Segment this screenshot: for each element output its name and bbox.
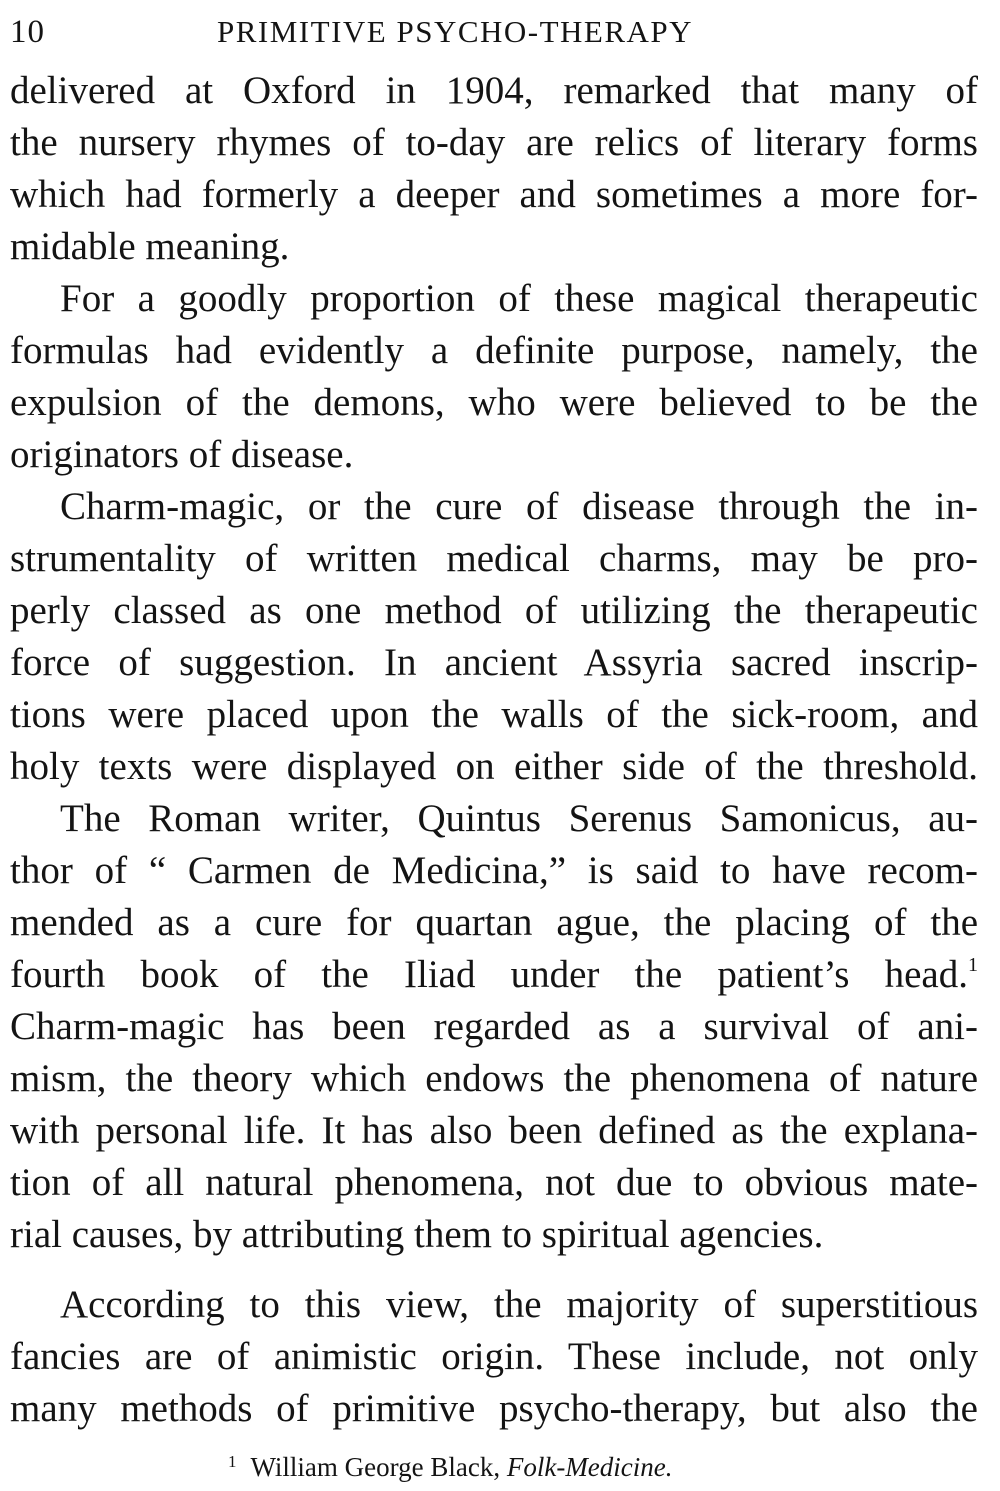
footnote-reference: 1 <box>968 954 978 976</box>
text-line-with-footnote <box>10 949 978 1001</box>
text-line: with personal life. It has also been defined as the explana- <box>10 1109 978 1152</box>
text-line: strumentality of written medical charms, may be pro- <box>10 537 978 580</box>
text-line: The Roman writer, Quintus Serenus Samonicus, au- <box>60 797 978 840</box>
text-line: Charm-magic has been regarded as a survival of ani- <box>10 1005 978 1048</box>
text-line: thor of “ Carmen de Medicina,” is said to have recom- <box>10 849 978 892</box>
text-line: According to this view, the majority of superstitious <box>60 1283 978 1326</box>
text-line: expulsion of the demons, who were believed to be the <box>10 381 978 424</box>
footnote <box>228 1444 673 1480</box>
text-line: delivered at Oxford in 1904, remarked that many of <box>10 69 978 112</box>
text-line: tion of all natural phenomena, not due to obvious mate- <box>10 1161 978 1204</box>
text-line: force of suggestion. In ancient Assyria sacred inscrip- <box>10 641 978 684</box>
text-line: mended as a cure for quartan ague, the placing of the <box>10 901 978 944</box>
text-line: formulas had evidently a definite purpose, namely, the <box>10 329 978 372</box>
text-line-content: fourth book of the Iliad under the patient’s head. <box>10 953 968 996</box>
text-line: originators of disease. <box>10 433 354 476</box>
text-line: which had formerly a deeper and sometimes a more for- <box>10 173 978 216</box>
footnote-marker: 1 <box>228 1452 237 1471</box>
text-line: holy texts were displayed on either side of the threshold. <box>10 745 978 788</box>
text-line: tions were placed upon the walls of the sick-room, and <box>10 693 978 736</box>
text-line: Charm-magic, or the cure of disease through the in- <box>60 485 978 528</box>
text-line: perly classed as one method of utilizing the therapeutic <box>10 589 978 632</box>
text-line: fancies are of animistic origin. These include, not only <box>10 1335 978 1378</box>
footnote-work-title: Folk-Medicine. <box>506 1452 673 1482</box>
footnote-author: William George Black, <box>250 1452 501 1482</box>
text-line: many methods of primitive psycho-therapy, but also the <box>10 1387 978 1430</box>
text-line: the nursery rhymes of to-day are relics of literary forms <box>10 121 978 164</box>
page-number: 10 <box>10 14 45 50</box>
text-line: midable meaning. <box>10 225 290 268</box>
running-title: PRIMITIVE PSYCHO-THERAPY <box>217 14 694 49</box>
running-head <box>0 10 1000 54</box>
text-line: rial causes, by attributing them to spiritual agencies. <box>10 1213 824 1256</box>
text-line: For a goodly proportion of these magical therapeutic <box>60 277 978 320</box>
text-line: mism, the theory which endows the phenomena of nature <box>10 1057 978 1100</box>
